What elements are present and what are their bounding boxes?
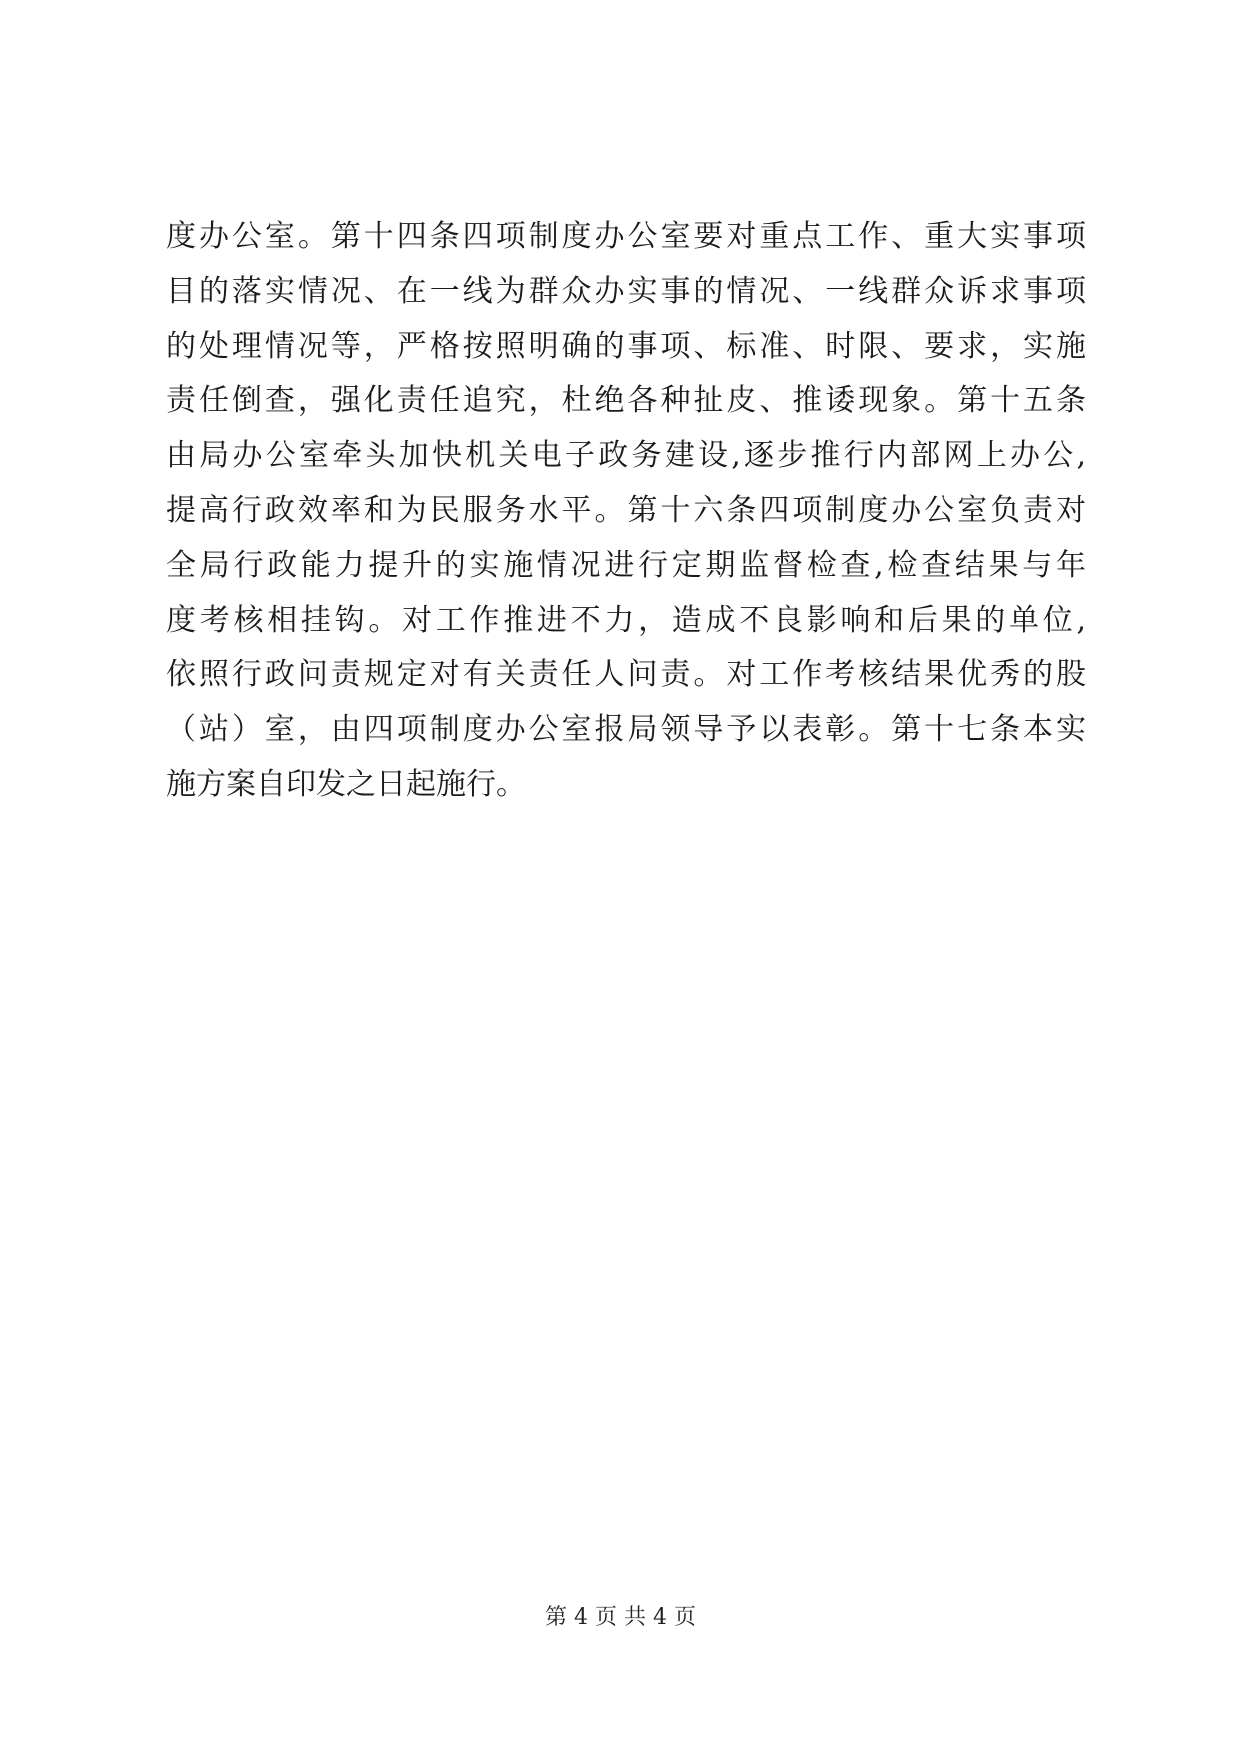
- text-line: 由局办公室牵头加快机关电子政务建设,逐步推行内部网上办公,: [166, 438, 1086, 474]
- text-line: 施方案自印发之日起施行。: [166, 766, 526, 802]
- text-line: 度考核相挂钩。对工作推进不力，造成不良影响和后果的单位,: [166, 602, 1086, 638]
- text-line: 度办公室。第十四条四项制度办公室要对重点工作、重大实事项: [166, 219, 1086, 254]
- text-line: （站）室，由四项制度办公室报局领导予以表彰。第十七条本实: [166, 712, 1086, 748]
- page-number-footer: 第 4 页 共 4 页: [545, 1605, 696, 1630]
- text-line: 目的落实情况、在一线为群众办实事的情况、一线群众诉求事项: [166, 273, 1086, 309]
- text-line: 责任倒查，强化责任追究，杜绝各种扯皮、推诿现象。第十五条: [166, 383, 1086, 419]
- body-text: [166, 210, 1086, 813]
- text-line: 依照行政问责规定对有关责任人问责。对工作考核结果优秀的股: [166, 657, 1086, 693]
- text-line: 提高行政效率和为民服务水平。第十六条四项制度办公室负责对: [166, 492, 1086, 528]
- text-line: 的处理情况等，严格按照明确的事项、标准、时限、要求，实施: [166, 328, 1086, 364]
- text-line: 全局行政能力提升的实施情况进行定期监督检查,检查结果与年: [166, 547, 1086, 583]
